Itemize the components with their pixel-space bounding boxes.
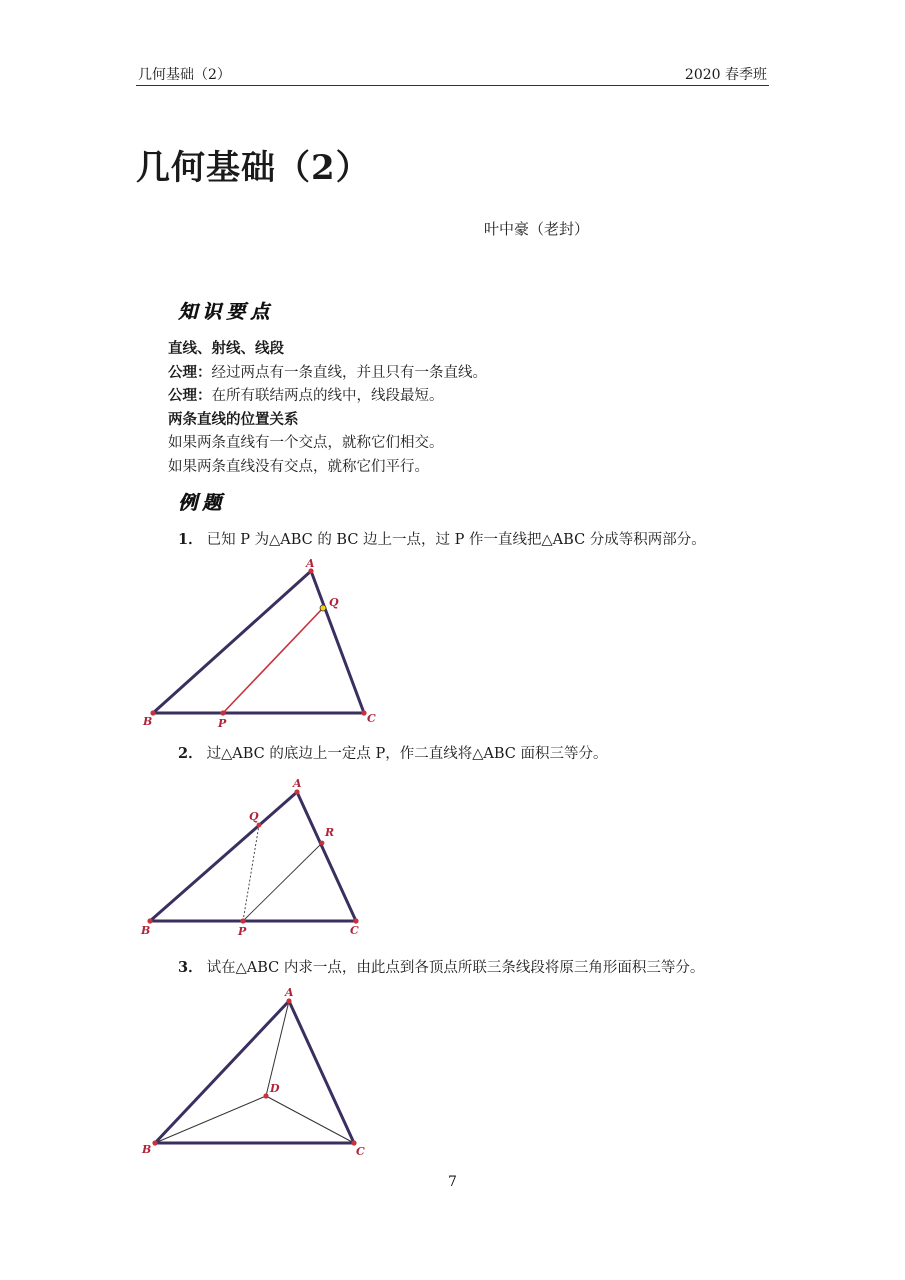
fig1-label-a: A bbox=[306, 557, 315, 570]
problem-3-text: 试在△ABC 内求一点，由此点到各顶点所联三条线段将原三角形面积三等分。 bbox=[206, 960, 705, 976]
section-heading-knowledge: 知识要点 bbox=[178, 301, 275, 323]
fig2-label-a: A bbox=[293, 777, 302, 790]
problem-2-text: 过△ABC 的底边上一定点 P，作二直线将△ABC 面积三等分。 bbox=[206, 746, 608, 762]
fig2-line-pr bbox=[243, 843, 322, 921]
fig3-label-b: B bbox=[142, 1143, 152, 1156]
fig1-line-pq bbox=[223, 608, 323, 713]
section-heading-examples: 例题 bbox=[178, 492, 227, 514]
fig3-label-a: A bbox=[285, 986, 294, 999]
fig1-triangle-abc bbox=[153, 571, 364, 713]
fig3-label-c: C bbox=[356, 1145, 365, 1158]
fig3-point-b bbox=[152, 1140, 157, 1145]
fig2-point-c bbox=[353, 918, 358, 923]
problem-1-text: 已知 P 为△ABC 的 BC 边上一点，过 P 作一直线把△ABC 分成等积两部分。 bbox=[206, 532, 706, 548]
problem-2-number: 2． bbox=[178, 745, 203, 762]
text-intersect: 如果两条直线有一个交点，就称它们相交。 bbox=[168, 435, 444, 451]
fig2-label-p: P bbox=[238, 925, 247, 938]
figure-2 bbox=[140, 777, 359, 938]
axiom-2-label: 公理： bbox=[168, 388, 212, 404]
axiom-2-text: 在所有联结两点的线中，线段最短。 bbox=[211, 388, 444, 404]
fig2-point-r bbox=[320, 841, 325, 846]
figure-3 bbox=[141, 986, 365, 1158]
fig1-point-p bbox=[220, 710, 225, 715]
fig3-line-cd bbox=[266, 1096, 354, 1143]
author: 叶中豪（老封） bbox=[484, 220, 590, 238]
axiom-1-label: 公理： bbox=[168, 365, 212, 381]
fig3-triangle-abc bbox=[155, 1001, 354, 1143]
fig1-label-c: C bbox=[367, 712, 376, 725]
text-parallel: 如果两条直线没有交点，就称它们平行。 bbox=[168, 459, 429, 475]
fig3-point-d bbox=[263, 1093, 268, 1098]
fig3-label-d: D bbox=[270, 1082, 280, 1095]
fig2-point-a bbox=[294, 789, 299, 794]
axiom-1-text: 经过两点有一条直线，并且只有一条直线。 bbox=[211, 365, 487, 381]
problem-3-number: 3． bbox=[178, 959, 203, 976]
fig2-point-p bbox=[240, 918, 245, 923]
subheading-position-text: 两条直线的位置关系 bbox=[168, 412, 299, 428]
fig2-point-q bbox=[257, 823, 262, 828]
fig1-point-c bbox=[361, 710, 366, 715]
fig2-label-b: B bbox=[141, 924, 151, 937]
fig2-label-c: C bbox=[350, 924, 359, 937]
page-number: 7 bbox=[448, 1174, 457, 1190]
problem-1-number: 1． bbox=[178, 531, 203, 548]
page-title: 几何基础（2） bbox=[136, 148, 371, 188]
fig3-point-a bbox=[286, 998, 291, 1003]
fig2-label-r: R bbox=[325, 826, 335, 839]
fig3-line-bd bbox=[155, 1096, 266, 1143]
fig1-label-p: P bbox=[218, 717, 227, 730]
fig1-label-b: B bbox=[143, 715, 153, 728]
fig2-line-pq bbox=[243, 825, 259, 921]
fig1-point-q bbox=[320, 605, 326, 611]
fig2-point-b bbox=[147, 918, 152, 923]
fig2-label-q: Q bbox=[249, 810, 259, 823]
fig1-label-q: Q bbox=[329, 596, 339, 609]
header-right: 2020 春季班 bbox=[684, 67, 767, 83]
figure-1 bbox=[142, 557, 376, 730]
subheading-lines-text: 直线、射线、线段 bbox=[168, 341, 284, 357]
header-left: 几何基础（2） bbox=[138, 67, 231, 83]
